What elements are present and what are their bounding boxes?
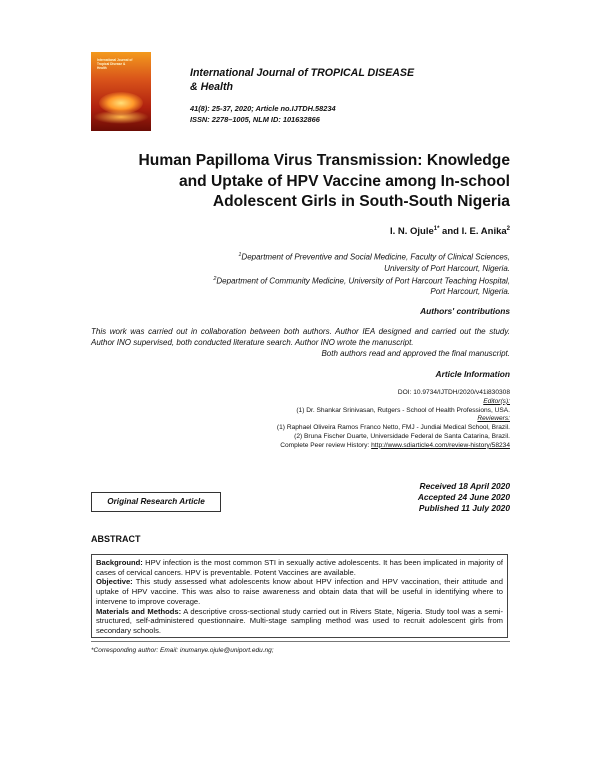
author-affiliation-mark: 1*: [433, 226, 440, 232]
peer-review-history: Complete Peer review History: http://www.sdiarticle4.com/review-history/58234: [280, 441, 510, 449]
reviewer: (1) Raphael Oliveira Ramos Franco Netto, FMJ - Jundiai Medical School, Brazil.: [276, 424, 510, 432]
doi: DOI: 10.9734/IJTDH/2020/v41i830308: [397, 389, 510, 396]
article-type-badge: Original Research Article: [91, 492, 221, 512]
affiliation-line: University of Port Harcourt, Nigeria.: [384, 263, 510, 273]
article-info-heading: Article Information: [435, 369, 510, 379]
cover-title: International Journal of Tropical Disease & Health: [97, 58, 133, 70]
editor: (1) Dr. Shankar Srinivasan, Rutgers - School of Health Professions, USA.: [296, 406, 510, 414]
received-date: Received 18 April 2020: [419, 481, 510, 491]
abstract-background: Background: HPV infection is the most common STI in sexually active adolescents. It has been implicated in majority of cases of cervical cancers. HPV is preventable. Potent Vaccines are available.: [96, 558, 503, 577]
peer-review-history-link[interactable]: http://www.sdiarticle4.com/review-history/58234: [371, 441, 510, 449]
affiliation-line: $^2$Department of Community Medicine, University of Port Harcourt Teaching Hospital,: [213, 275, 510, 286]
published-date: Published 11 July 2020: [418, 503, 510, 513]
affiliation-line: Port Harcourt, Nigeria.: [430, 287, 510, 297]
contributions-heading: Authors' contributions: [420, 306, 510, 316]
journal-cover-image: [91, 52, 151, 131]
journal-name: International Journal of TROPICAL DISEASE & Health: [190, 67, 415, 93]
affiliation-line: $^1$Department of Preventive and Social Medicine, Faculty of Clinical Sciences,: [238, 252, 510, 262]
reviewer: (2) Bruna Fischer Duarte, Universidade Federal de Santa Catarina, Brazil.: [294, 432, 510, 440]
article-title: Human Papilloma Virus Transmission: Knowledge and Uptake of HPV Vaccine among In-school Adolescent Girls in South-South Nigeria: [138, 152, 510, 210]
abstract-results: [96, 636, 503, 638]
author-list: [390, 226, 510, 237]
accepted-date: Accepted 24 June 2020: [417, 492, 510, 502]
corresponding-author-footnote: *Corresponding author: Email: inumanye.ojule@uniport.edu.ng;: [91, 647, 274, 654]
contributions-text: This work was carried out in collaboration between both authors. Author IEA designed and carried out the study. Author INO supervised, both conducted literature search. Author INO wrote the manuscript. Both authors read and approved the final manuscript.: [91, 327, 510, 358]
affiliations: [90, 250, 510, 297]
abstract-box: [91, 554, 508, 638]
abstract-methods: Materials and Methods: A descriptive cross-sectional study carried out in Rivers State, Nigeria. Study tool was a semi-structured, self-administered questionnaire. Multi-stage sampling method was used to recruit adolescent girls from secondary schools.: [96, 606, 503, 635]
footnote-divider: [91, 641, 510, 642]
abstract-heading: ABSTRACT: [91, 534, 141, 544]
editors-label: Editor(s):: [483, 397, 510, 405]
cover-glow-lower: [93, 110, 149, 124]
author-affiliation-mark: 2: [506, 226, 510, 232]
author-name: I. N. Ojule: [389, 226, 434, 238]
reviewers-label: Reviewers:: [477, 415, 510, 423]
author-name: I. E. Anika: [461, 226, 507, 238]
abstract-objective: Objective: This study assessed what adolescents know about HPV infection and HPV vaccination, their attitude and uptake of HPV vaccine. This was also to raise awareness and obtain data that will be useful in identifying where to intervene to improve coverage.: [96, 577, 503, 606]
journal-citation: 41(8): 25-37, 2020; Article no.IJTDH.58234 ISSN: 2278–1005, NLM ID: 101632866: [190, 104, 336, 124]
article-dates: [418, 481, 510, 514]
article-info: [90, 389, 510, 451]
author-separator: and: [439, 226, 462, 238]
